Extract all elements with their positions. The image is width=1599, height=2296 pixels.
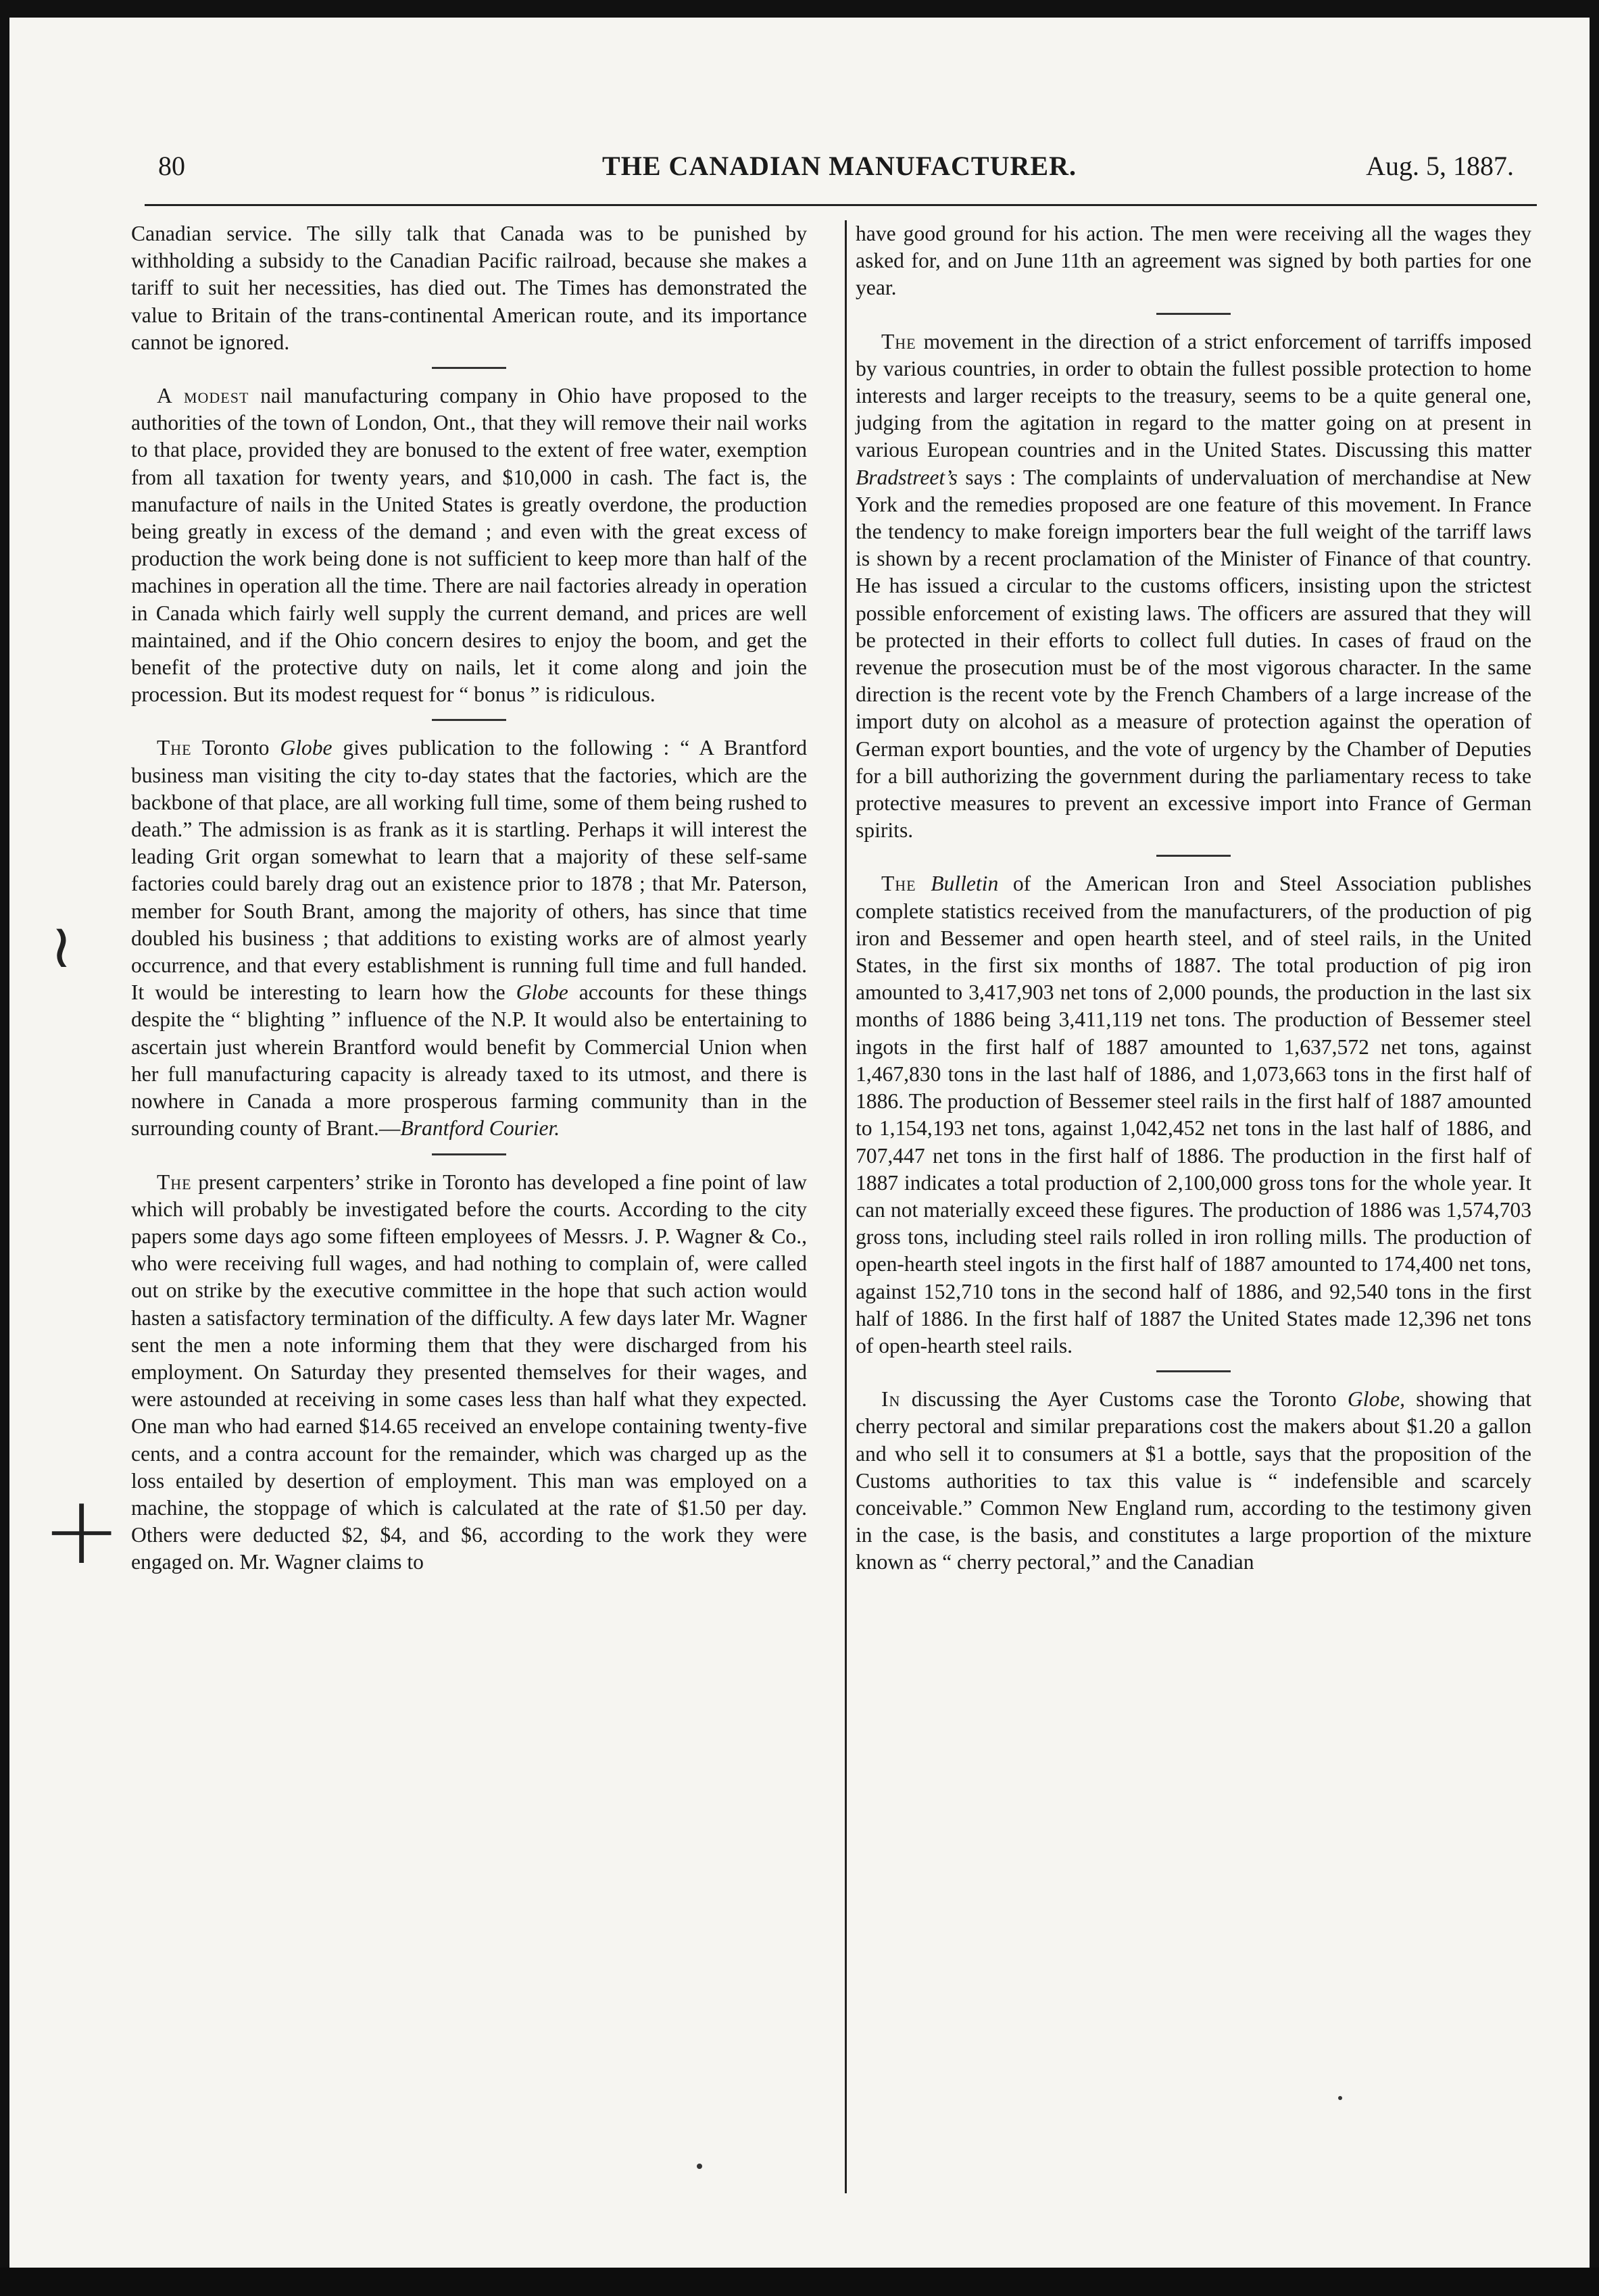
lead-word: The	[157, 736, 192, 760]
page-number: 80	[158, 151, 185, 181]
source-citation: Brantford Courier.	[400, 1116, 560, 1141]
header-rule	[145, 204, 1537, 206]
italic-globe: Globe	[280, 736, 333, 760]
italic-bulletin: Bulletin	[931, 872, 999, 896]
journal-title: THE CANADIAN MANUFACTURER.	[602, 151, 1077, 181]
paragraph-text: of the American Iron and Steel Association publishes complete statistics received from the manufacturers, of the production of pig iron and Bessemer and open hearth steel, and of steel rails, in the United States, in the first six months of 1887. The total production of pig iron amounted to 3,417,903 net tons of 2,000 pounds, the production in the last six months of 1886 being 3,411,119 net tons. The production of Bessemer steel ingots in the first half of 1887 amounted to 1,637,572 net tons, against 1,467,830 tons in the last half of 1886, and 1,073,663 tons in the first half of 1886. The production of Bessemer steel rails in the first half of 1887 amounted to 1,154,193 net tons, against 1,042,452 net tons in the last half of 1886, and 707,447 net tons in the first half of 1886. The production in the first half of 1887 indicates a total production of 2,100,000 gross tons for the whole year. It can not materially exceed these figures. The production of 1886 was 1,574,703 gross tons, including steel rails rolled in iron rolling mills. The production of open-hearth steel ingots in the first half of 1887 amounted to 174,400 net tons, against 152,710 tons in the second half of 1886, and 92,540 tons in the first half of 1886. In the first half of 1887 the United States made 12,396 net tons of open-hearth steel rails.	[856, 872, 1531, 1357]
section-divider	[432, 1153, 506, 1155]
paragraph-iron-steel-bulletin	[856, 870, 1531, 1359]
paragraph-toronto-globe	[131, 734, 807, 1142]
column-divider	[845, 220, 847, 2193]
handwritten-cross-mark: +	[42, 1476, 122, 1586]
paragraph-canadian-service: Canadian service. The silly talk that Canada was to be punished by withholding a subsidy to the Canadian Pacific railroad, because she makes a tariff to suit her necessities, has died out. The Times has demonstrated the value to Britain of the trans-continental American route, and its importance cannot be ignored.	[131, 222, 807, 354]
paragraph-text: accounts for these things despite the “ blighting ” influence of the N.P. It would also be entertaining to ascertain just wherein Brantford would benefit by Commercial Union when her full manufacturing capacity is already taxed to its utmost, and there is nowhere in Canada a more prosperous farming community than in the surrounding county of Brant.—	[131, 980, 807, 1141]
section-divider	[432, 719, 506, 721]
paragraph-text: present carpenters’ strike in Toronto has developed a fine point of law which will probably be investigated before the courts. According to the city papers some days ago some fifteen employees of Messrs. J. P. Wagner & Co., who were receiving full wages, and had nothing to complain of, were called out on strike by the executive committee in the hope that such action would hasten a satisfactory termination of the difficulty. A few days later Mr. Wagner sent the men a note informing them that they were discharged from his employment. On Saturday they presented themselves for their wages, and were astounded at receiving in some cases less than half what they expected. One man who had earned $14.65 received an envelope containing twenty-five cents, and a contra account for the remainder, which was charged up as the loss entailed by desertion of employment. This man was employed on a machine, the stoppage of which is calculated at the rate of $1.50 per day. Others were deducted $2, $4, and $6, according to the work they were engaged on. Mr. Wagner claims to	[131, 1170, 807, 1574]
paragraph-text: gives publication to the following : “ A Brantford business man visiting the city to-day states that the factories, which are the backbone of that place, are all working full time, some of them being rushed to death.” The admission is as frank as it is startling. Perhaps it will interest the leading Grit organ somewhat to learn that a majority of these self-same factories could barely drag out an existence prior to 1878 ; that Mr. Paterson, member for South Brant, among the majority of others, has since that time doubled his business ; that additions to existing works are of almost yearly occurrence, and that every establishment is running full time and full handed. It would be interesting to learn how the	[131, 736, 807, 1005]
paragraph-wagner-continued: have good ground for his action. The men were receiving all the wages they asked for, and on June 11th an agreement was signed by both parties for one year.	[856, 222, 1531, 300]
paragraph-text: says : The complaints of undervaluation of merchandise at New York and the remedies proposed are one feature of this movement. In France the tendency to make foreign importers bear the full weight of the tarriff laws is shown by a recent proclamation of the Minister of Finance of that country. He has issued a circular to the customs officers, insisting upon the strictest possible enforcement of existing laws. The officers are assured that they will be protected in their efforts to collect full duties. In cases of fraud on the revenue the prosecution must be of the most vigorous character. In the same direction is the recent vote by the French Chambers of a large increase of the import duty on alcohol as a measure of protection against the operation of German export bounties, and the vote of urgency by the Chamber of Deputies for a bill authorizing the government during the parliamentary recess to take protective measures to prevent an excessive import into France of German spirits.	[856, 465, 1531, 843]
issue-date: Aug. 5, 1887.	[1366, 151, 1514, 181]
scan-edge	[0, 2268, 1599, 2296]
paragraph-ayer-customs	[856, 1386, 1531, 1576]
italic-globe: Globe	[516, 980, 568, 1005]
paragraph-carpenters-strike	[131, 1169, 807, 1576]
handwritten-margin-mark: ≀	[50, 911, 73, 982]
section-divider	[1156, 313, 1231, 315]
ink-speck	[1338, 2096, 1342, 2100]
section-divider	[432, 367, 506, 369]
page-header	[151, 150, 1527, 191]
paragraph-nail-company	[131, 382, 807, 708]
right-column	[856, 220, 1531, 1576]
lead-word: In	[881, 1387, 901, 1412]
left-column	[131, 220, 807, 1576]
paragraph-text: discussing the Ayer Customs case the Toronto	[900, 1387, 1348, 1412]
lead-word: The	[881, 329, 916, 353]
lead-word: The	[881, 872, 916, 896]
paragraph-text: nail manufacturing company in Ohio have proposed to the authorities of the town of London, Ont., that they will remove their nail works to that place, provided they are bonused to the extent of free water, exemption from all taxation for twenty years, and $10,000 in cash. The fact is, the manufacture of nails in the United States is greatly overdone, the production being greatly in excess of the demand ; and even with the great excess of production the work being done is not sufficient to keep more than half of the machines in operation all the time. There are nail factories already in operation in Canada which fairly well supply the current demand, and prices are well maintained, and if the Ohio concern desires to enjoy the boom, and get the benefit of the protective duty on nails, let it come along and join the procession. But its modest request for “ bonus ” is ridiculous.	[131, 384, 807, 707]
newspaper-page	[9, 18, 1590, 2268]
paragraph-text: movement in the direction of a strict enforcement of tarriffs imposed by various countries, in order to obtain the fullest possible protection to home interests and larger receipts to the treasury, seems to be a quite general one, judging from the agitation in regard to the matter going on at present in various European countries and in the United States. Discussing this matter	[856, 329, 1531, 462]
paragraph-tariff-enforcement	[856, 328, 1531, 845]
section-divider	[1156, 1370, 1231, 1372]
section-divider	[1156, 855, 1231, 857]
lead-word: A modest	[157, 384, 249, 408]
italic-bradstreets: Bradstreet’s	[856, 465, 958, 489]
ink-speck	[697, 2164, 702, 2169]
paragraph-text: showing that cherry pectoral and similar preparations cost the makers about $1.20 a gallon and who sell it to consumers at $1 a bottle, says that the proposition of the Customs authorities to tax this value is “ indefensible and scarcely conceivable.” Common New England rum, according to the testimony given in the case, is the basis, and constitutes a large proportion of the mixture known as “ cherry pectoral,” and the Canadian	[856, 1387, 1532, 1574]
paragraph-text: Toronto	[191, 736, 280, 760]
lead-word: The	[157, 1170, 192, 1194]
italic-globe: Globe,	[1347, 1387, 1406, 1412]
